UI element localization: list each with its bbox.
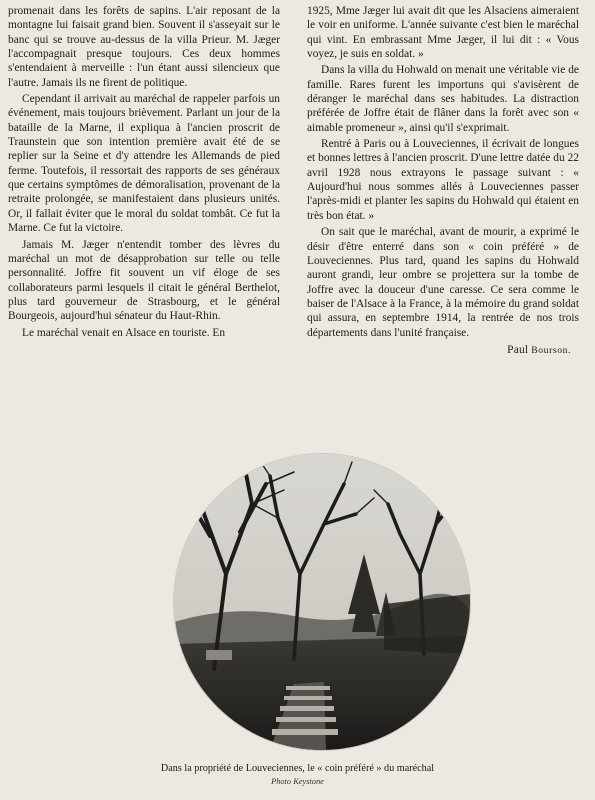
park-photo-illustration xyxy=(174,454,470,750)
author-last-name: Bourson. xyxy=(531,344,571,356)
garden-bench xyxy=(206,650,232,660)
right-shrubs xyxy=(384,594,470,654)
article-column-right xyxy=(307,4,579,358)
paragraph-5: 1925, Mme Jæger lui avait dit que les Alsaciens aimeraient le voir en uniforme. L'année suivante c'est bien le maréchal qui vint. En embrassant Mme Jæger, il lui dit : « Vous voyez, je suis en soldat. » xyxy=(307,5,579,61)
circular-photo xyxy=(174,454,470,750)
paragraph-1: promenait dans les forêts de sapins. L'air reposant de la montagne lui faisait grand bien. Souvent il s'asseyait sur le banc qui se trouve au-dessus de la villa Prieur. M. Jæger l'accompagnait presque toujours. Ces deux hommes s'entendaient à merveille : l'un étant aussi silencieux que l'autre. Jamais ils ne firent de politique. xyxy=(8,5,280,89)
photo-caption: Dans la propriété de Louveciennes, le « coin préféré » du maréchal xyxy=(160,763,435,774)
author-first-name: Paul xyxy=(507,343,529,356)
author-signature xyxy=(307,343,579,358)
paragraph-8: On sait que le maréchal, avant de mourir, a exprimé le désir d'être enterré dans son « coin préféré » de Louveciennes. Plus tard, quand les sapins du Hohwald auront grandi, leur ombre se projettera sur la tombe de Joffre avec la douceur d'une caresse. Ce sera comme le baiser de l'Alsace à la France, à la mémoire du grand soldat qui assura, en septembre 1914, la rentrée de nos trois départements dans l'unité française. xyxy=(307,226,579,339)
photo-credit: Photo Keystone xyxy=(271,777,324,786)
paragraph-4: Le maréchal venait en Alsace en touriste. En xyxy=(22,326,226,339)
article-column-left xyxy=(8,4,280,340)
paragraph-2: Cependant il arrivait au maréchal de rappeler parfois un événement, mais toujours brièvement. Parlant un jour de la bataille de la Marne, il expliqua à l'ancien proscrit de Traunstein que son intention première avait été de se replier sur la Seine et d'y attendre les Allemands de pied ferme. Toutefois, il ressortait des rapports de ses généraux que certains symptômes de démoralisation, provenant de la retraite prolongée, se manifestaient dans plusieurs unités. Or, il fallait éviter que le moral du soldat tombât. Ce fut la Marne. Ce fut la victoire. xyxy=(8,93,280,235)
paragraph-3: Jamais M. Jæger n'entendit tomber des lèvres du maréchal un mot de désapprobation sur telle ou telle personnalité. Joffre fit souvent un vif éloge de ses collaborateurs parmi lesquels il citait le général Berthelot, plus tard gouverneur de Strasbourg, et le général Bourgeois, aujourd'hui sénateur du Haut-Rhin. xyxy=(8,238,280,323)
paragraph-6: Dans la villa du Hohwald on menait une véritable vie de famille. Rares furent les importuns qui s'avisèrent de déranger le maréchal dans ses habitudes. La distraction préférée de Joffre était de flâner dans la forêt avec son « aimable promeneur », ainsi qu'il s'exprimait. xyxy=(307,64,579,134)
paragraph-7: Rentré à Paris ou à Louveciennes, il écrivait de longues et bonnes lettres à l'ancien proscrit. D'une lettre datée du 22 avril 1928 nous extrayons le passage suivant : « Aujourd'hui nous sommes allés à Louveciennes passer l'après-midi et planter les sapins du Hohwald qui étaient en très bon état. » xyxy=(307,138,579,222)
